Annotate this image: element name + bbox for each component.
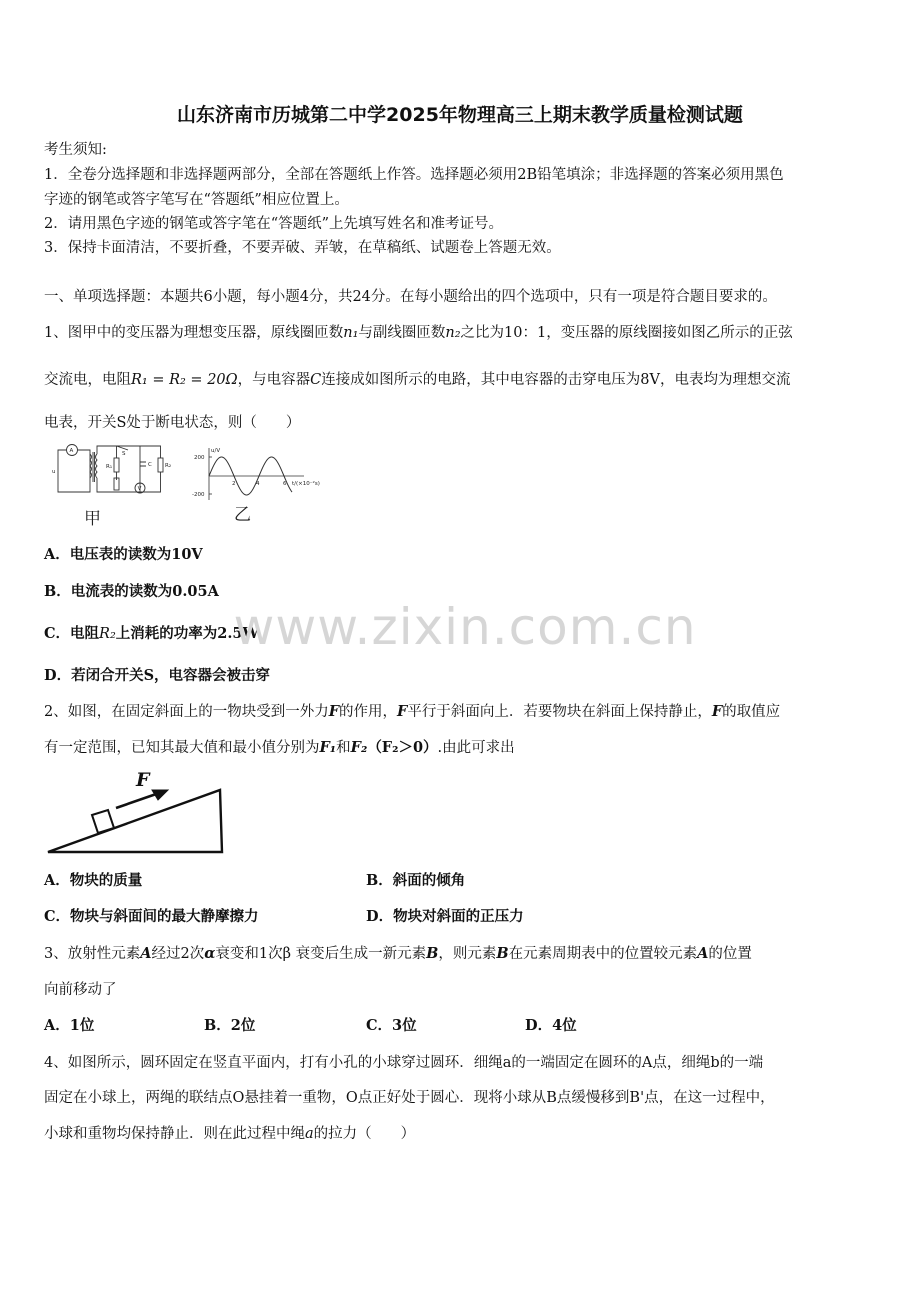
sine-wave-graph bbox=[192, 446, 332, 502]
figure-label-jia: 甲 bbox=[84, 509, 101, 529]
q2-option-b: B．斜面的倾角 bbox=[366, 872, 466, 889]
q2-text: 平行于斜面向上．若要物块在斜面上保持静止， bbox=[407, 704, 712, 720]
q2-option-d: D．物块对斜面的正压力 bbox=[366, 908, 524, 925]
q3-option-a: A．1位 bbox=[44, 1017, 95, 1034]
circuit-label-a: A bbox=[69, 448, 74, 454]
q2-condition: （F₂＞0） bbox=[367, 739, 438, 756]
q1-line-1 bbox=[44, 321, 793, 342]
voltage-graph bbox=[192, 446, 332, 502]
circuit-label-r1: R₁ bbox=[106, 464, 113, 470]
q1-n2: n₂ bbox=[445, 325, 461, 341]
force-label: F bbox=[136, 769, 150, 791]
circuit-label-s: S bbox=[122, 451, 126, 457]
q2-text: 2、如图，在固定斜面上的一物块受到一外力 bbox=[44, 704, 329, 720]
q4-text: 的拉力（ ） bbox=[313, 1126, 416, 1142]
incline-triangle bbox=[48, 790, 222, 852]
q2-line-2 bbox=[44, 736, 515, 757]
circuit-diagram bbox=[50, 440, 180, 502]
q4-line-1: 4、如图所示，圆环固定在竖直平面内，打有小孔的小球穿过圆环．细绳a的一端固定在圆环的A点，细绳b的一端 bbox=[44, 1055, 764, 1071]
q2-text: 和 bbox=[336, 740, 351, 756]
q1-n1: n₁ bbox=[343, 325, 359, 341]
circuit-label-c: C bbox=[148, 462, 152, 468]
circuit-figure bbox=[50, 440, 180, 502]
q2-force-symbol: F bbox=[711, 703, 723, 720]
q3-line-1 bbox=[44, 942, 752, 963]
q1-option-c bbox=[44, 622, 259, 643]
q2-text: 的取值应 bbox=[722, 704, 781, 720]
q3-element-a: A bbox=[140, 945, 152, 962]
watermark: www.zixin.com.cn bbox=[233, 598, 697, 656]
q1-text: 与副线圈匝数 bbox=[358, 325, 446, 341]
graph-ylabel: u/V bbox=[211, 448, 221, 454]
q2-text: 有一定范围，已知其最大值和最小值分别为 bbox=[44, 740, 320, 756]
q2-force-symbol: F bbox=[328, 703, 340, 720]
q1-capacitor-symbol: C bbox=[310, 372, 322, 388]
q1-line-2 bbox=[44, 368, 790, 389]
q3-text: 的位置 bbox=[708, 946, 752, 962]
q3-alpha: α bbox=[204, 945, 216, 962]
q1-option-d: D．若闭合开关S，电容器会被击穿 bbox=[44, 667, 271, 684]
notice-item-1: 1．全卷分选择题和非选择题两部分，全部在答题纸上作答。选择题必须用2B铅笔填涂；非选择题的答案必须用黑色 bbox=[44, 167, 784, 183]
q3-text: 经过2次 bbox=[151, 946, 205, 962]
q1-text: 连接成如图所示的电路，其中电容器的击穿电压为8V，电表均为理想交流 bbox=[321, 372, 791, 388]
block bbox=[92, 810, 114, 833]
graph-xlabel: t/(×10⁻²s) bbox=[292, 481, 320, 487]
q3-text: 衰变和1次β 衰变后生成一新元素 bbox=[215, 946, 427, 962]
q1-option-c-var: R₂ bbox=[99, 626, 116, 642]
q3-text: 在元素周期表中的位置较元素 bbox=[508, 946, 698, 962]
page-title: 山东济南市历城第二中学2025年物理高三上期末教学质量检测试题 bbox=[177, 104, 743, 126]
q4-line-2: 固定在小球上，两绳的联结点O悬挂着一重物，O点正好处于圆心．现将小球从B点缓慢移到B'点，在这一过程中， bbox=[44, 1090, 775, 1106]
q2-text: .由此可求出 bbox=[437, 740, 515, 756]
q3-line-2: 向前移动了 bbox=[44, 982, 117, 998]
figure-label-yi: 乙 bbox=[234, 505, 251, 525]
q1-line-3: 电表，开关S处于断电状态，则（ ） bbox=[44, 415, 301, 431]
notice-item-1-cont: 字迹的钢笔或答字笔写在“答题纸”相应位置上。 bbox=[44, 192, 349, 208]
q3-option-b: B．2位 bbox=[204, 1017, 256, 1034]
q2-f2: F₂ bbox=[350, 739, 368, 756]
q2-option-c: C．物块与斜面间的最大静摩擦力 bbox=[44, 908, 259, 925]
q1-text: ，与电容器 bbox=[237, 372, 311, 388]
q3-option-d: D．4位 bbox=[525, 1017, 577, 1034]
q4-text: 小球和重物均保持静止．则在此过程中绳 bbox=[44, 1126, 305, 1142]
q4-rope-a: a bbox=[305, 1126, 314, 1142]
graph-y-top: 200 bbox=[194, 455, 205, 461]
incline-diagram bbox=[44, 764, 228, 858]
section-heading: 一、单项选择题：本题共6小题，每小题4分，共24分。在每小题给出的四个选项中，只有一项是符合题目要求的。 bbox=[44, 289, 777, 305]
q1-text: 交流电，电阻 bbox=[44, 372, 131, 388]
graph-xtick-2: 2 bbox=[232, 481, 236, 487]
q2-option-a: A．物块的质量 bbox=[44, 872, 143, 889]
q3-text: ，则元素 bbox=[438, 946, 497, 962]
q2-force-symbol: F bbox=[397, 703, 408, 720]
q3-option-c: C．3位 bbox=[366, 1017, 417, 1034]
q4-line-3 bbox=[44, 1122, 415, 1143]
q1-formula: R₁ = R₂ = 20Ω bbox=[131, 372, 238, 388]
q1-option-a: A．电压表的读数为10V bbox=[44, 546, 203, 563]
notice-item-2: 2．请用黑色字迹的钢笔或答字笔在“答题纸”上先填写姓名和准考证号。 bbox=[44, 216, 504, 232]
notice-item-3: 3．保持卡面清洁，不要折叠，不要弄破、弄皱，在草稿纸、试题卷上答题无效。 bbox=[44, 240, 561, 256]
q3-element-a: A bbox=[697, 945, 709, 962]
q1-option-c-prefix: C．电阻 bbox=[44, 625, 100, 642]
q2-text: 的作用， bbox=[339, 704, 398, 720]
q3-element-b: B bbox=[496, 945, 509, 962]
q3-text: 3、放射性元素 bbox=[44, 946, 141, 962]
notice-heading: 考生须知: bbox=[44, 142, 107, 158]
circuit-label-u: u bbox=[52, 469, 56, 475]
q2-line-1 bbox=[44, 700, 780, 721]
incline-figure bbox=[44, 764, 228, 858]
graph-xtick-4: 4 bbox=[256, 481, 260, 487]
q2-f1: F₁ bbox=[319, 739, 337, 756]
q1-option-b: B．电流表的读数为0.05A bbox=[44, 583, 219, 600]
circuit-label-v: V bbox=[137, 486, 142, 492]
graph-y-bottom: -200 bbox=[192, 492, 205, 498]
graph-xtick-6: 6 bbox=[283, 481, 287, 487]
q3-element-b: B bbox=[426, 945, 439, 962]
circuit-label-r2: R₂ bbox=[165, 463, 172, 469]
q1-option-c-rest: 上消耗的功率为2.5W bbox=[115, 625, 259, 642]
q1-text: 1、图甲中的变压器为理想变压器，原线圈匝数 bbox=[44, 325, 344, 341]
q1-text: 之比为10：1，变压器的原线圈接如图乙所示的正弦 bbox=[460, 325, 793, 341]
